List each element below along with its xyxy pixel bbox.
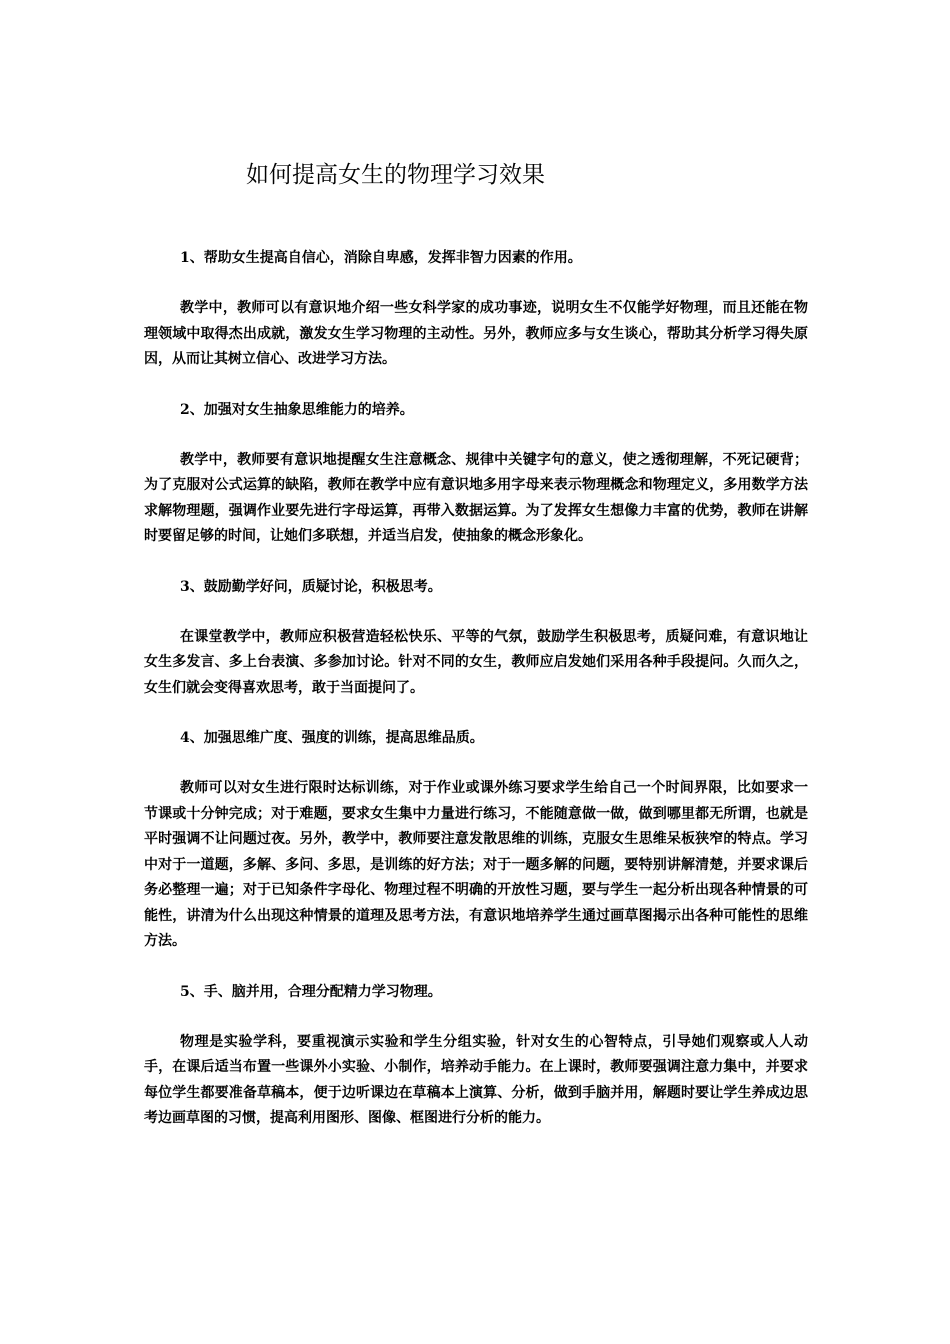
section-3 (144, 575, 808, 702)
section-paragraph: 教学中，教师要有意识地提醒女生注意概念、规律中关键字句的意义，使之透彻理解，不死记硬背；为了克服对公式运算的缺陷，教师在教学中应有意识地多用字母来表示物理概念和物理定义，多用数学方法求解物理题，强调作业要先进行字母运算，再带入数据运算。为了发挥女生想像力丰富的优势，教师在讲解时要留足够的时间，让她们多联想，并适当启发，使抽象的概念形象化。 (144, 451, 808, 544)
section-1 (144, 246, 808, 373)
section-paragraph: 教学中，教师可以有意识地介绍一些女科学家的成功事迹，说明女生不仅能学好物理，而且还能在物理领域中取得杰出成就，激发女生学习物理的主动性。另外，教师应多与女生谈心，帮助其分析学习得失原因，从而让其树立信心、改进学习方法。 (144, 300, 808, 367)
section-4 (144, 726, 808, 955)
section-2 (144, 398, 808, 550)
section-paragraph: 在课堂教学中，教师应积极营造轻松快乐、平等的气氛，鼓励学生积极思考，质疑问难，有意识地让女生多发言、多上台表演、多参加讨论。针对不同的女生，教师应启发她们采用各种手段提问。久而久之，女生们就会变得喜欢思考，敢于当面提问了。 (144, 628, 808, 696)
section-paragraph: 教师可以对女生进行限时达标训练，对于作业或课外练习要求学生给自己一个时间界限，比如要求一节课或十分钟完成；对于难题，要求女生集中力量进行练习，不能随意做一做，做到哪里都无所谓，也就是平时强调不让问题过夜。另外，教学中，教师要注意发散思维的训练，克服女生思维呆板狭窄的特点。学习中对于一道题，多解、多问、多思，是训练的好方法；对于一题多解的问题，要特别讲解清楚，并要求课后务必整理一遍；对于已知条件字母化、物理过程不明确的开放性习题，要与学生一起分析出现各种情景的可能性，讲清为什么出现这种情景的道理及思考方法，有意识地培养学生通过画草图揭示出各种可能性的思维方法。 (144, 780, 808, 949)
section-heading: 1、帮助女生提高自信心，消除自卑感，发挥非智力因素的作用。 (180, 250, 582, 266)
document-title: 如何提高女生的物理学习效果 (246, 162, 545, 188)
section-heading: 5、手、脑并用，合理分配精力学习物理。 (180, 983, 442, 1000)
section-heading: 4、加强思维广度、强度的训练，提高思维品质。 (180, 730, 484, 746)
section-5 (144, 980, 808, 1132)
section-heading: 2、加强对女生抽象思维能力的培养。 (180, 401, 414, 418)
section-heading: 3、鼓励勤学好问，质疑讨论，积极思考。 (180, 578, 442, 595)
section-paragraph: 物理是实验学科，要重视演示实验和学生分组实验，针对女生的心智特点，引导她们观察或人人动手，在课后适当布置一些课外小实验、小制作，培养动手能力。在上课时，教师要强调注意力集中，并要求每位学生都要准备草稿本，便于边听课边在草稿本上演算、分析，做到手脑并用，解题时要让学生养成边思考边画草图的习惯，提高利用图形、图像、框图进行分析的能力。 (144, 1033, 808, 1126)
document-body (144, 246, 808, 1157)
